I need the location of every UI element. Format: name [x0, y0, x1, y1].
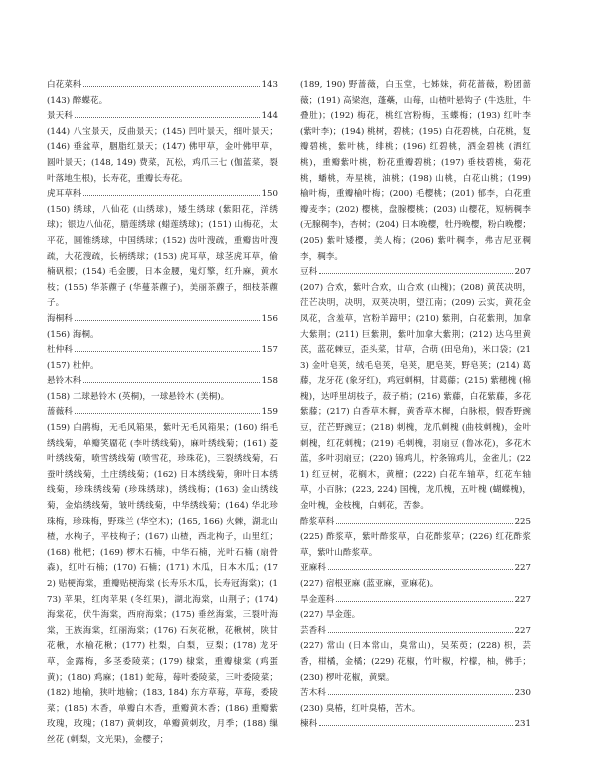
family-name: 景天科: [47, 111, 73, 122]
dot-leader: [75, 351, 260, 352]
index-entry-heading: [47, 109, 278, 125]
species-list: (227) 宿根亚麻 (蓝亚麻，亚麻花)。: [300, 579, 439, 589]
species-list: (159) 白鹃梅，无毛风箱果，紫叶无毛风箱果；(160) 绢毛绣线菊，单瓣笑靥花 (李叶绣线菊)，麻叶绣线菊；(161) 菱叶绣线菊，喷雪绣线菊 (喷雪花，珍珠花)，三裂绣线菊，石蚕叶绣线菊，土庄绣线菊；(162) 日本绣线菊，卵叶日本绣线菊，珍珠绣线菊 (珍珠绣球)，绣线梅；(163) 金山绣线菊，金焰绣线菊，皱叶绣线菊，中华绣线菊；(164) 华北珍珠梅，珍珠梅，野珠兰 (华空木)；(165, 166) 火棘，湖北山楂，水栒子，平枝栒子；(167) 山楂，西北栒子，山里红；(168) 枇杷；(169) 椤木石楠，中华石楠，光叶石楠 (扇骨森)，红叶石楠；(170) 石楠；(171) 木瓜，日本木瓜；(172) 贴梗海棠，重瓣贴梗海棠 (长寿乐木瓜，长寿冠海棠)；(173) 苹果，红肉苹果 (冬红果)，湖北海棠，山荆子；(174) 海棠花，伏牛海棠，西府海棠；(175) 垂丝海棠，三裂叶海棠，王族海棠，红丽海棠；(176) 石灰花楸，花楸树，陕甘花楸，水榆花楸；(177) 杜梨，白梨，豆梨；(178) 龙牙草，金露梅，多茎委陵菜；(179) 棣棠，重瓣棣棠 (鸡蛋黄)；(180) 鸡麻；(181) 蛇莓，莓叶委陵菜，三叶委陵菜；(182) 地榆，狭叶地榆；(183, 184) 东方草莓，草莓，委陵菜；(185) 木香，单瓣白木香，重瓣黄木香；(186) 重瓣紫玫瑰，玫瑰；(187) 黄刺玫，单瓣黄刺玫，月季；(188) 缫丝花 (刺梨，文光果)，金樱子；: [47, 423, 278, 745]
page-number: 227: [514, 563, 531, 574]
index-entry-heading: [47, 405, 278, 421]
species-list: (158) 二球悬铃木 (英桐)，一球悬铃木 (美桐)。: [47, 391, 230, 402]
dot-leader: [328, 632, 513, 633]
index-entry-heading: [47, 187, 278, 203]
species-list: (143) 醉蝶花。: [47, 95, 108, 106]
dot-leader: [328, 569, 513, 570]
dot-leader: [319, 273, 512, 274]
dot-leader: [75, 320, 260, 321]
index-entry-heading: [300, 265, 531, 281]
dot-leader: [328, 694, 513, 695]
dot-leader: [83, 195, 259, 196]
family-name: 酢浆草科: [300, 516, 335, 527]
family-name: 苦木科: [300, 688, 326, 699]
page-number: 159: [261, 407, 278, 418]
page-number: 225: [514, 516, 531, 527]
species-list: (227) 旱金莲。: [300, 610, 361, 621]
family-name: 悬铃木科: [47, 376, 82, 387]
species-list: (227) 常山 (日本常山，臭常山)，吴茱萸；(228) 枳，芸香，柑橘，金橘；(229) 花椒，竹叶椒，柠檬，柚，佛手；(230) 椤叶花椒，黄檗。: [300, 641, 531, 683]
family-name: 豆科: [300, 267, 318, 278]
dot-leader: [319, 725, 512, 726]
page-number: 231: [514, 719, 531, 730]
index-entry-heading: [47, 343, 278, 359]
species-list: (189, 190) 野蔷薇，白玉堂，七姊妹，荷花蔷薇，粉团蔷薇；(191) 高梁泡，蓬蘽，山莓，山楂叶悬钩子 (牛迭肚，牛叠肚)；(192) 梅花，桃红宫粉梅，玉蝶梅；(193) 红叶李 (紫叶李)；(194) 桃树，碧桃；(195) 白花碧桃，白花桃，复瓣碧桃，紫叶桃，绯桃；(196) 红碧桃，洒金碧桃 (洒红桃)，重瓣紫叶桃，粉花重瓣碧桃；(197) 垂枝碧桃，菊花桃，蟠桃，寿星桃，油桃；(198) 山桃，白花山桃；(199) 榆叶梅，重瓣榆叶梅；(200) 毛樱桃；(201) 郁李，白花重瓣麦李；(202) 樱桃，盘腺樱桃；(203) 山樱花，短柄稠李 (无腺稠李)，杏树；(204) 日本晚樱，牡丹晚樱，粉白晚樱；(205) 紫叶矮樱，美人梅；(206) 紫叶稠李，弗吉尼亚稠李，稠李。: [300, 80, 531, 262]
index-entry-heading: [300, 561, 531, 577]
index-entry-heading: [47, 78, 278, 94]
right-column: [300, 78, 531, 733]
index-entry-heading: [47, 374, 278, 390]
page-number: 207: [514, 267, 531, 278]
species-list: (230) 臭椿，红叶臭椿，苦木。: [300, 703, 421, 714]
dot-leader: [83, 382, 259, 383]
index-entry-heading: [300, 717, 531, 733]
family-name: 亚麻科: [300, 563, 326, 574]
page-number: 143: [261, 80, 278, 90]
page-number: 158: [261, 376, 278, 387]
family-name: 旱金莲科: [300, 594, 335, 605]
family-name: 芸香科: [300, 625, 326, 636]
family-name: 蔷薇科: [47, 407, 73, 418]
dot-leader: [75, 117, 260, 118]
index-entry-heading: [47, 312, 278, 328]
dot-leader: [336, 523, 512, 524]
species-list: (157) 杜仲。: [47, 360, 99, 371]
index-entry-heading: [300, 593, 531, 609]
species-list: (207) 合欢，紫叶合欢，山合欢 (山槐)；(208) 黄芪决明，茳芒决明，决明，双荚决明，望江南；(209) 云实，黄花金凤花，含羞草，宫粉羊蹄甲；(210) 紫荆，白花紫荆，加拿大紫荆；(211) 巨紫荆，紫叶加拿大紫荆；(212) 达乌里黄芪，蓝花棘豆，歪头菜，甘草，合萌 (田皂角)，米口袋；(213) 金叶皂荚，绒毛皂荚，皂荚，肥皂荚，野皂荚；(214) 葛藤，龙牙花 (象牙红)，鸡冠刺桐，甘葛藤；(215) 紫穗槐 (棉槐)，达呼里胡枝子，菽子梢；(216) 紫藤，白花紫藤，多花紫藤；(217) 白香草木樨，黄香草木樨，白脉根，假香野豌豆，茳芒野豌豆；(218) 刺槐，龙爪刺槐 (曲枝刺槐)，金叶刺槐，红花刺槐；(219) 毛刺槐，羽扇豆 (鲁冰花)，多花木蓝，多叶羽扇豆；(220) 锦鸡儿，柠条锦鸡儿，金雀儿；(221) 红豆树，花榈木，黄檀；(222) 白花车轴草，红花车轴草，小百脉；(223, 224) 国槐，龙爪槐，五叶槐 (蝴蝶槐)，金叶槐，金枝槐，白刺花，苦参。: [300, 282, 531, 512]
index-entry-heading: [300, 515, 531, 531]
page-number: 230: [514, 688, 531, 699]
page-number: 150: [261, 189, 278, 200]
species-list: (144) 八宝景天，反曲景天；(145) 凹叶景天，细叶景天；(146) 垂盆草，胭脂红景天；(147) 佛甲草，金叶佛甲草，圆叶景天；(148, 149) 费菜，瓦松，鸡爪三七 (伽蓝菜，裂叶落地生根)，长寿花，重瓣长寿花。: [47, 126, 278, 184]
species-list: (150) 绣球，八仙花 (山绣球)，矮生绣球 (紫阳花，洋绣球)；银边八仙花，腊莲绣球 (蜡莲绣球)；(151) 山梅花，太平花，圆锥绣球，中国绣球；(152) 齿叶溲疏，重瓣齿叶溲疏，大花溲疏，长柄绣球；(153) 虎耳草，球茎虎耳草，偷楠矾根；(154) 毛金腰，日本金腰，鬼灯擎，红升麻，黄水枝；(155) 华茶藨子 (华蔓茶藨子)，美丽茶藨子，细枝茶藨子。: [47, 204, 278, 309]
family-name: 虎耳草科: [47, 189, 82, 200]
page-number: 144: [261, 111, 278, 122]
page-number: 156: [261, 313, 278, 324]
family-name: 杜仲科: [47, 345, 73, 356]
dot-leader: [83, 86, 259, 87]
page-number: 227: [514, 594, 531, 605]
index-entry-heading: [300, 624, 531, 640]
family-name: 海桐科: [47, 313, 73, 324]
species-list: (225) 酢浆草，紫叶酢浆草，白花酢浆草；(226) 红花酢浆草，紫叶山酢浆草。: [300, 532, 531, 558]
family-name: 白花菜科: [47, 80, 82, 90]
species-list: (156) 海桐。: [47, 329, 99, 340]
page-number: 157: [261, 345, 278, 356]
family-name: 楝科: [300, 719, 318, 730]
page-number: 227: [514, 625, 531, 636]
dot-leader: [75, 413, 260, 414]
dot-leader: [336, 601, 512, 602]
index-entry-heading: [300, 686, 531, 702]
left-column: [47, 78, 278, 749]
